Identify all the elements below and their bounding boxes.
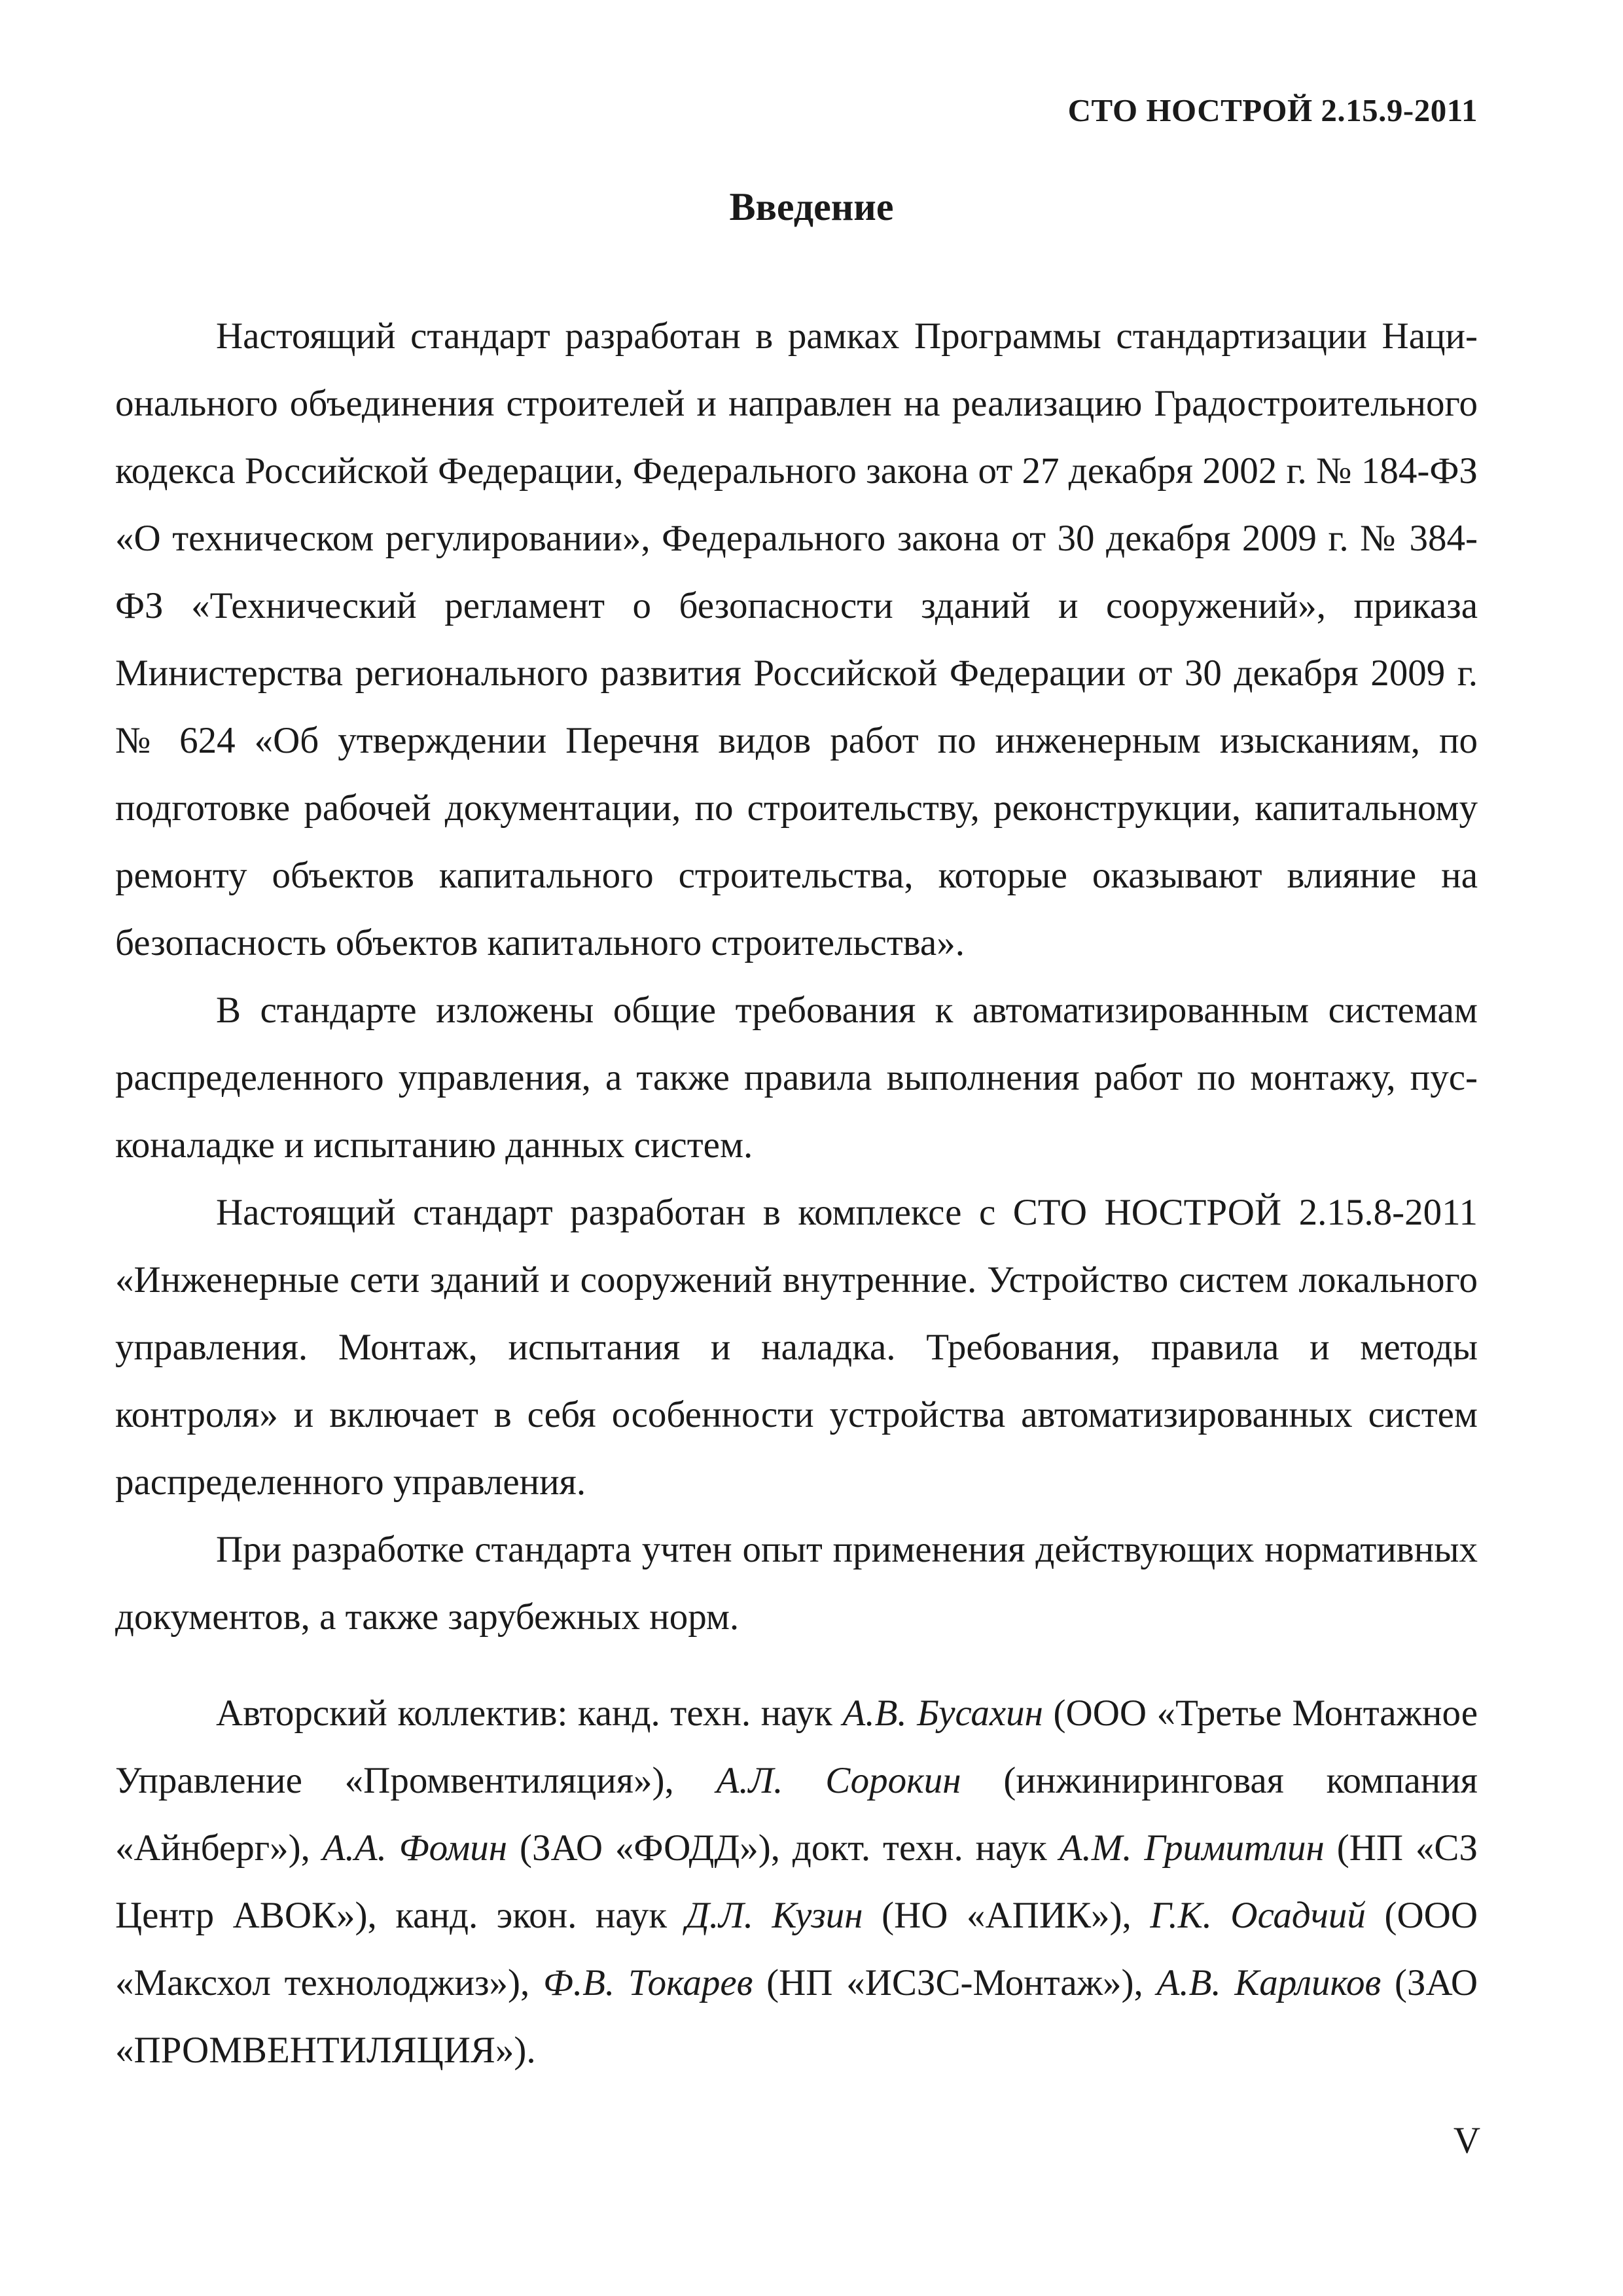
paragraph-scope: В стандарте изложены общие требования к автоматизированным системам распределенного управления, а также правила выполнения работ по монтажу, пусконаладке и испытанию данных систем. (115, 990, 1478, 1166)
author-org: (ЗАО «ФОДД»), докт. техн. наук (507, 1827, 1060, 1869)
document-code: СТО НОСТРОЙ 2.15.9-2011 (1067, 92, 1478, 128)
body-text (115, 302, 1478, 1651)
author-name: А.Л. Сорокин (716, 1760, 961, 1801)
author-org: (ЗАО «ПРОМВЕНТИЛЯЦИЯ»). (115, 1962, 1478, 2071)
author-name: Д.Л. Кузин (685, 1895, 863, 1936)
author-org: (НП «ИСЗС-Монтаж»), (753, 1962, 1157, 2003)
author-org: (НП «СЗ Центр АВОК»), канд. экон. наук (115, 1827, 1478, 1936)
authors-paragraph (115, 1679, 1478, 2084)
author-name: А.В. Карликов (1156, 1962, 1382, 2003)
author-name: А.В. Бусахин (842, 1693, 1043, 1734)
page-number: V (1453, 2120, 1480, 2161)
author-org: (ООО «Максхол технолоджиз»), (115, 1895, 1478, 2003)
author-org: (инжиниринговая компания «Айнберг»), (115, 1760, 1478, 1869)
author-org: (ООО «Третье Монтажное Управление «Промвентиляция»), (115, 1693, 1478, 1801)
paragraph-purpose: Настоящий стандарт разработан в рамках Программы стандартизации Национального объединения строителей и направлен на реализацию Градостроительного кодекса Российской Федерации, Федерального закона от 27 декабря 2002 г. № 184-ФЗ «О техническом регулировании», Федерального закона от 30 декабря 2009 г. № 384-ФЗ «Технический регламент о безопасности зданий и сооружений», приказа Министерства регионального развития Российской Федерации от 30 декабря 2009 г. № 624 «Об утверждении Перечня видов работ по инженерным изысканиям, по подготовке рабочей документации, по строительству, реконструкции, капитальному ремонту объектов капитального строительства, которые оказывают влияние на безопасность объектов капитального строительства». (115, 315, 1478, 963)
paragraph-experience: При разработке стандарта учтен опыт применения действующих нормативных документов, а также зарубежных норм. (115, 1529, 1478, 1638)
authors-intro: Авторский коллектив: канд. техн. наук (216, 1693, 843, 1734)
author-name: Ф.В. Токарев (543, 1962, 753, 2003)
author-name: А.А. Фомин (322, 1827, 508, 1869)
section-title: Введение (729, 185, 894, 228)
author-name: А.М. Гримитлин (1059, 1827, 1325, 1869)
author-name: Г.К. Осадчий (1150, 1895, 1366, 1936)
paragraph-related-standard: Настоящий стандарт разработан в комплексе с СТО НОСТРОЙ 2.15.8-2011 «Инженерные сети зданий и сооружений внутренние. Устройство систем локального управления. Монтаж, испытания и наладка. Требования, правила и методы контроля» и включает в себя особенности устройства автоматизированных систем распределенного управления. (115, 1192, 1478, 1503)
author-org: (НО «АПИК»), (863, 1895, 1150, 1936)
